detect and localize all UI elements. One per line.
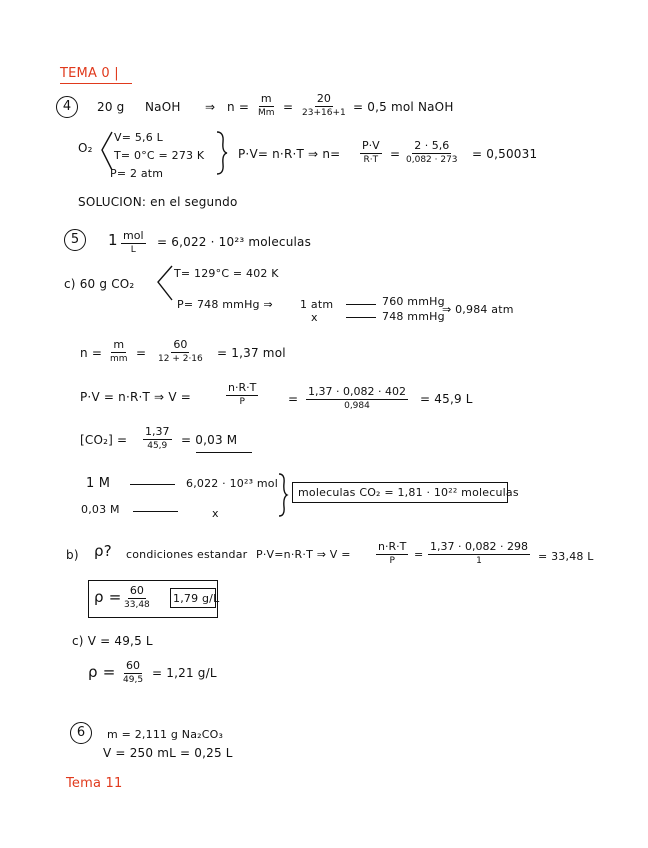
- fraction-substituted: 2 · 5,6 0,082 · 273: [406, 139, 458, 165]
- equals-sign-2: =: [390, 147, 401, 161]
- avogadro-equivalence: = 6,022 · 10²³ moleculas: [157, 235, 312, 249]
- fraction-60-over-molar-mass: 60 12 + 2·16: [158, 338, 203, 364]
- fraction-m-over-mm: m Mm: [258, 92, 275, 118]
- n-equals: n =: [227, 100, 250, 114]
- question-number-4: 4: [56, 96, 78, 118]
- moles-result: = 0,5 mol NaOH: [353, 100, 454, 114]
- moles-o2-result: = 0,50031: [472, 147, 538, 161]
- rule-x-2: x: [212, 507, 219, 520]
- volume-result-b: = 33,48 L: [538, 550, 594, 563]
- part-b-label: b): [66, 548, 79, 562]
- concentration-underline: [196, 452, 252, 453]
- rule-748-mmhg: 748 mmHg: [382, 310, 445, 323]
- part-c-label: c) 60 g CO₂: [64, 277, 135, 291]
- volume-result: = 45,9 L: [420, 392, 473, 406]
- next-section-heading: Tema 11: [66, 776, 123, 791]
- rule-dash-1: [346, 304, 376, 305]
- equals-sign: =: [283, 100, 294, 114]
- ideal-gas-equation: P·V= n·R·T ⇒ n=: [238, 147, 341, 161]
- question-number-6: 6: [70, 722, 92, 744]
- moles-co2-result: = 1,37 mol: [217, 346, 286, 360]
- fraction-mol-over-l: mol L: [123, 229, 144, 255]
- equals-sign-c: =: [136, 346, 147, 360]
- mass-value: 20 g: [97, 100, 125, 114]
- equals-sign-v: =: [288, 392, 299, 406]
- density-question: ρ?: [94, 542, 112, 560]
- condition-pressure: P= 2 atm: [110, 167, 164, 180]
- compound-name: NaOH: [145, 100, 181, 114]
- rule-avogadro: 6,022 · 10²³ mol: [186, 477, 278, 490]
- fraction-20-over-molar-mass: 20 23+16+1: [302, 92, 346, 118]
- fraction-nrt-over-p: n·R·T P: [228, 381, 257, 407]
- n-equals-c: n =: [80, 346, 103, 360]
- rule-dash-2: [346, 317, 376, 318]
- density-lhs: ρ =: [94, 588, 122, 606]
- right-brace: [215, 130, 229, 178]
- condition-bracket: [156, 264, 174, 306]
- volume-na2co3: V = 250 mL = 0,25 L: [103, 746, 233, 760]
- fraction-concentration: 1,37 45,9: [145, 425, 170, 451]
- rule-003m: 0,03 M: [81, 503, 120, 516]
- fraction-volume-substituted: 1,37 · 0,082 · 402 0,984: [308, 385, 406, 411]
- one-value: 1: [108, 231, 118, 249]
- fraction-m-over-mm-c: m mm: [110, 338, 128, 364]
- molecules-answer: moleculas CO₂ = 1,81 · 10²² moleculas: [298, 486, 519, 499]
- density-result-c2: = 1,21 g/L: [152, 666, 217, 680]
- standard-conditions: condiciones estandar: [126, 548, 248, 561]
- fraction-volume-b: 1,37 · 0,082 · 298 1: [430, 540, 528, 566]
- fraction-density-c2: 60 49,5: [123, 659, 144, 685]
- rule-x: x: [311, 311, 318, 324]
- rule-one-atm: 1 atm: [300, 298, 334, 311]
- density-result-b: 1,79 g/L: [173, 592, 220, 605]
- mass-na2co3: m = 2,111 g Na₂CO₃: [107, 728, 224, 741]
- pressure-condition: P= 748 mmHg ⇒: [177, 298, 273, 311]
- heading-underline: [60, 83, 132, 84]
- fraction-pv-over-rt: P·V R·T: [362, 139, 380, 165]
- rule-dash-4: [133, 511, 178, 512]
- volume-equation-b: P·V=n·R·T ⇒ V =: [256, 548, 351, 561]
- equals-sign-b: =: [414, 548, 424, 561]
- condition-temperature: T= 0°C = 273 K: [114, 149, 205, 162]
- fraction-nrt-over-p-b: n·R·T P: [378, 540, 407, 566]
- density-lhs-c2: ρ =: [88, 663, 116, 681]
- page-heading: TEMA 0 |: [60, 66, 119, 81]
- arrow-symbol: ⇒: [205, 100, 216, 114]
- temperature-conversion: T= 129°C = 402 K: [174, 267, 279, 280]
- concentration-result: = 0,03 M: [181, 433, 238, 447]
- volume-equation: P·V = n·R·T ⇒ V =: [80, 390, 192, 404]
- fraction-density-b: 60 33,48: [124, 584, 150, 610]
- question-number-5: 5: [64, 229, 86, 251]
- solution-statement: SOLUCION: en el segundo: [78, 195, 238, 209]
- pressure-atm-result: ⇒ 0,984 atm: [442, 303, 514, 316]
- gas-formula: O₂: [78, 141, 93, 155]
- rule-760-mmhg: 760 mmHg: [382, 295, 445, 308]
- rule-dash-3: [130, 484, 175, 485]
- rule-brace: [277, 472, 289, 518]
- part-c2-label: c) V = 49,5 L: [72, 634, 153, 648]
- concentration-lhs: [CO₂] =: [80, 433, 128, 447]
- condition-volume: V= 5,6 L: [114, 131, 163, 144]
- rule-1m: 1 M: [86, 476, 111, 491]
